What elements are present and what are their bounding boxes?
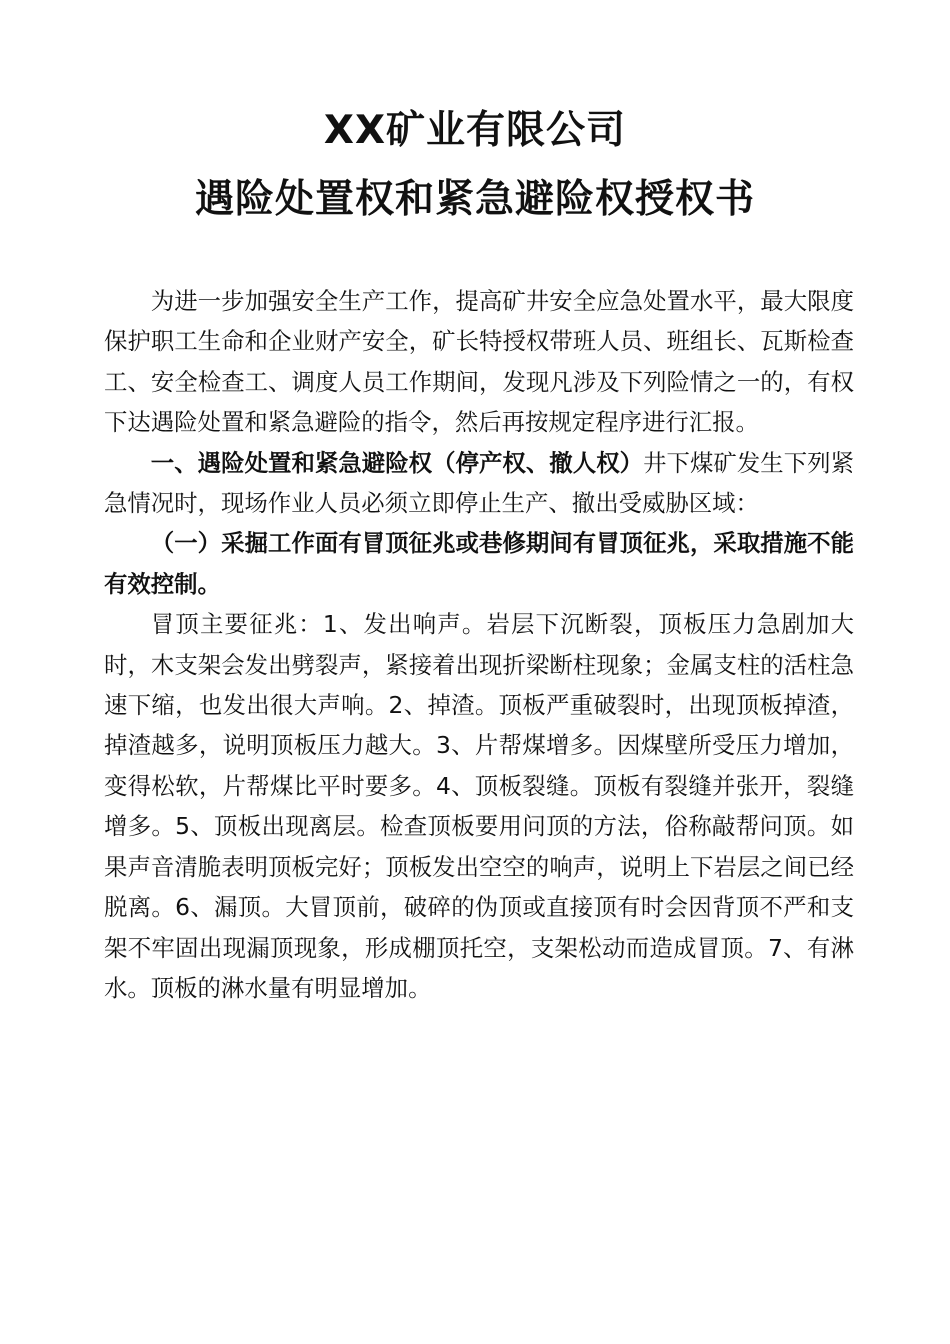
document-body	[104, 281, 854, 1008]
section1-heading: 一、遇险处置和紧急避险权（停产权、撤人权）	[150, 448, 644, 477]
intro-paragraph: 为进一步加强安全生产工作，提高矿井安全应急处置水平，最大限度保护职工生命和企业财产安全，矿长特授权带班人员、班组长、瓦斯检查工、安全检查工、调度人员工作期间，发现凡涉及下列险情之一的，有权下达遇险处置和紧急避险的指令，然后再按规定程序进行汇报。	[104, 287, 854, 437]
company-title: XX矿业有限公司	[323, 108, 627, 153]
section1-text: 井下煤矿发生下列紧急情况时，现场作业人员必须立即停止生产、撤出受威胁区域：	[104, 448, 855, 518]
item1-heading: （一）采掘工作面有冒顶征兆或巷修期间有冒顶征兆，采取措施不能有效控制。	[104, 529, 854, 598]
item1-paragraph: 冒顶主要征兆：1、发出响声。岩层下沉断裂，顶板压力急剧加大时，木支架会发出劈裂声，紧接着出现折梁断柱现象；金属支柱的活柱急速下缩，也发出很大声响。2、掉渣。顶板严重破裂时，出现顶板掉渣，掉渣越多，说明顶板压力越大。3、片帮煤增多。因煤壁所受压力增加，变得松软，片帮煤比平时要多。4、顶板裂缝。顶板有裂缝并张开，裂缝增多。5、顶板出现离层。检查顶板要用问顶的方法，俗称敲帮问顶。如果声音清脆表明顶板完好；顶板发出空空的响声，说明上下岩层之间已经脱离。6、漏顶。大冒顶前，破碎的伪顶或直接顶有时会因背顶不严和支架不牢固出现漏顶现象，形成棚顶托空，支架松动而造成冒顶。7、有淋水。顶板的淋水量有明显增加。	[104, 610, 854, 1002]
document-title: 遇险处置权和紧急避险权授权书	[194, 177, 755, 222]
section1-paragraph	[104, 443, 854, 524]
